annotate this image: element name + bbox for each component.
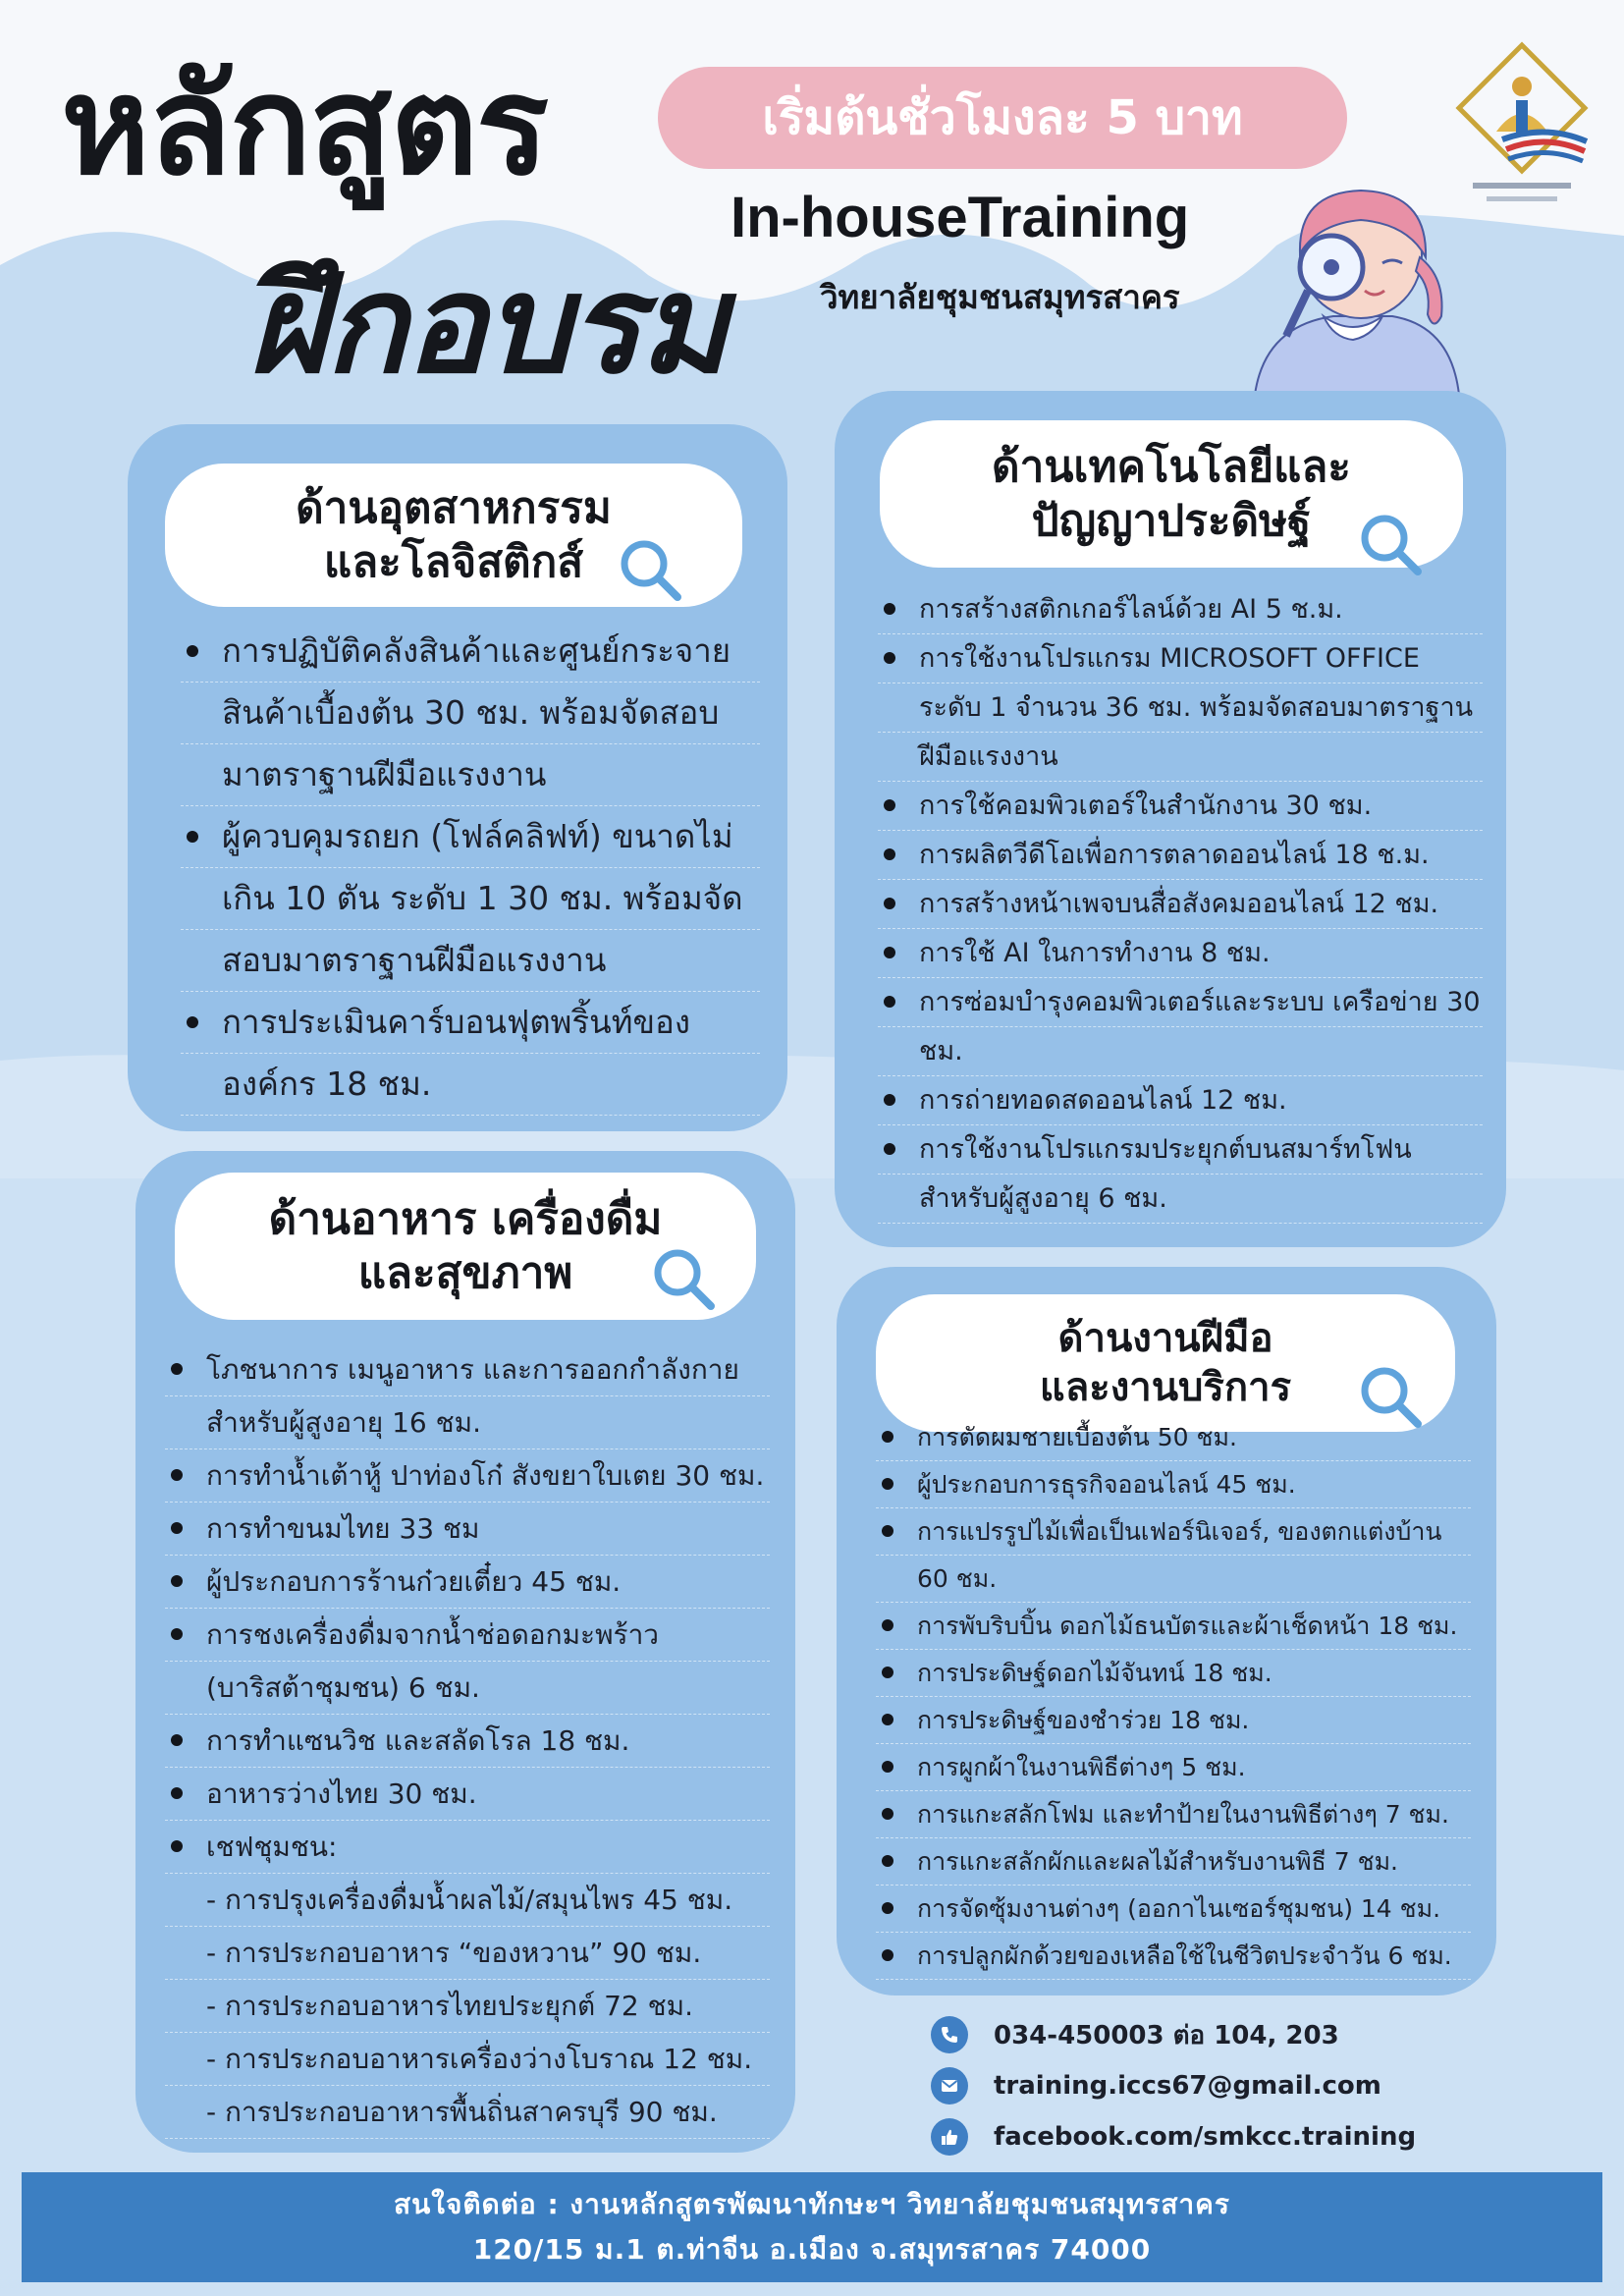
list-item-continued: (บาริสต้าชุมชน) 6 ชม.: [165, 1662, 770, 1715]
list-item: ผู้ประกอบการร้านก๋วยเตี๋ยว 45 ชม.: [165, 1556, 770, 1609]
subtitle: In-houseTraining: [731, 186, 1190, 249]
list-item-continued: สินค้าเบื้องต้น 30 ชม. พร้อมจัดสอบ: [181, 683, 760, 744]
course-list: [878, 585, 1483, 1224]
list-item: การแปรรูปไม้เพื่อเป็นเฟอร์นิเจอร์, ของตกแต่งบ้าน: [876, 1508, 1471, 1556]
panel-crafts-services: [837, 1267, 1496, 1995]
list-item-continued: ชม.: [878, 1027, 1483, 1076]
list-item: การประเมินคาร์บอนฟุตพริ้นท์ของ: [181, 992, 760, 1054]
sub-list-item: - การปรุงเครื่องดื่มน้ำผลไม้/สมุนไพร 45 ชม.: [165, 1874, 770, 1927]
footer-line1: สนใจติดต่อ : งานหลักสูตรพัฒนาทักษะฯ วิทยาลัยชุมชนสมุทรสาคร: [394, 2188, 1230, 2220]
sub-list-item: - การประกอบอาหารเครื่องว่างโบราณ 12 ชม.: [165, 2033, 770, 2086]
panel-industry-logistics: [128, 424, 787, 1131]
list-item-continued: มาตราฐานฝีมือแรงงาน: [181, 744, 760, 806]
list-item: การประดิษฐ์ดอกไม้จันทน์ 18 ชม.: [876, 1650, 1471, 1697]
list-item-continued: เกิน 10 ตัน ระดับ 1 30 ชม. พร้อมจัด: [181, 868, 760, 930]
list-item-continued: องค์กร 18 ชม.: [181, 1054, 760, 1116]
list-item: การใช้ AI ในการทำงาน 8 ชม.: [878, 929, 1483, 978]
panel-title-line1: ด้านอุตสาหกรรม: [296, 483, 612, 533]
list-item: การใช้คอมพิวเตอร์ในสำนักงาน 30 ชม.: [878, 782, 1483, 831]
thumbs-up-icon: [931, 2118, 968, 2156]
list-item: การประดิษฐ์ของชำร่วย 18 ชม.: [876, 1697, 1471, 1744]
phone-icon: [931, 2016, 968, 2053]
contact-phone[interactable]: [931, 2009, 1416, 2060]
facebook-page: facebook.com/smkcc.training: [994, 2122, 1417, 2152]
college-name: วิทยาลัยชุมชนสมุทรสาคร: [820, 278, 1180, 316]
footer-line2: 120/15 ม.1 ต.ท่าจีน อ.เมือง จ.สมุทรสาคร 74000: [472, 2233, 1152, 2266]
panel-food-drink-health: [135, 1151, 795, 2153]
contact-info: [931, 2009, 1416, 2162]
list-item-continued: สอบมาตราฐานฝีมือแรงงาน: [181, 930, 760, 992]
footer-bar: [22, 2172, 1602, 2282]
panel-title-line2: และงานบริการ: [1039, 1365, 1292, 1410]
magnifier-icon: [615, 534, 685, 605]
list-item-continued: สำหรับผู้สูงอายุ 16 ชม.: [165, 1396, 770, 1449]
contact-facebook[interactable]: [931, 2111, 1416, 2162]
list-item: การสร้างหน้าเพจบนสื่อสังคมออนไลน์ 12 ชม.: [878, 880, 1483, 929]
title-line2: ฝึกอบรม: [247, 246, 727, 404]
price-badge: [658, 67, 1347, 169]
list-item: ผู้ประกอบการธุรกิจออนไลน์ 45 ชม.: [876, 1461, 1471, 1508]
list-item: การทำน้ำเต้าหู้ ปาท่องโก๋ สังขยาใบเตย 30 ชม.: [165, 1449, 770, 1503]
list-item-continued: 60 ชม.: [876, 1556, 1471, 1603]
sub-list-item: - การประกอบอาหารไทยประยุกต์ 72 ชม.: [165, 1980, 770, 2033]
list-item: การผูกผ้าในงานพิธีต่างๆ 5 ชม.: [876, 1744, 1471, 1791]
title-line1: หลักสูตร: [61, 47, 548, 205]
list-item: การทำขนมไทย 33 ชม: [165, 1503, 770, 1556]
envelope-icon: [931, 2067, 968, 2105]
panel-header: [880, 420, 1463, 568]
list-item: ผู้ควบคุมรถยก (โฟล์คลิฟท์) ขนาดไม่: [181, 806, 760, 868]
list-item: การแกะสลักโฟม และทำป้ายในงานพิธีต่างๆ 7 ชม.: [876, 1791, 1471, 1838]
phone-number: 034-450003 ต่อ 104, 203: [994, 2020, 1339, 2050]
magnifier-icon: [648, 1243, 719, 1314]
course-list: [165, 1343, 770, 2139]
email-address: training.iccs67@gmail.com: [994, 2071, 1381, 2101]
list-item: การจัดซุ้มงานต่างๆ (ออกาไนเซอร์ชุมชน) 14 ชม.: [876, 1886, 1471, 1933]
list-item: การสร้างสติกเกอร์ไลน์ด้วย AI 5 ช.ม.: [878, 585, 1483, 634]
list-item: โภชนาการ เมนูอาหาร และการออกกำลังกาย: [165, 1343, 770, 1396]
list-item: การใช้งานโปรแกรม MICROSOFT OFFICE: [878, 634, 1483, 683]
girl-magnifier-illustration: [1235, 169, 1463, 395]
panel-title-line2: ปัญญาประดิษฐ์: [1031, 496, 1312, 546]
list-item: อาหารว่างไทย 30 ชม.: [165, 1768, 770, 1821]
contact-email[interactable]: [931, 2060, 1416, 2111]
list-item: การซ่อมบำรุงคอมพิวเตอร์และระบบ เครือข่าย 30: [878, 978, 1483, 1027]
list-item: การถ่ายทอดสดออนไลน์ 12 ชม.: [878, 1076, 1483, 1125]
list-item: การพับริบบิ้น ดอกไม้ธนบัตรและผ้าเช็ดหน้า 18 ชม.: [876, 1603, 1471, 1650]
college-logo: [1447, 37, 1597, 214]
list-item: การแกะสลักผักและผลไม้สำหรับงานพิธี 7 ชม.: [876, 1838, 1471, 1886]
panel-header: [165, 464, 742, 607]
price-text: เริ่มต้นชั่วโมงละ 5 บาท: [762, 90, 1243, 145]
panel-header: [876, 1294, 1455, 1432]
list-item: การใช้งานโปรแกรมประยุกต์บนสมาร์ทโฟน: [878, 1125, 1483, 1175]
list-item-continued: สำหรับผู้สูงอายุ 6 ชม.: [878, 1175, 1483, 1224]
list-item: การชงเครื่องดื่มจากน้ำช่อดอกมะพร้าว: [165, 1609, 770, 1662]
sub-list-item: - การประกอบอาหารพื้นถิ่นสาครบุรี 90 ชม.: [165, 2086, 770, 2139]
list-item: การทำแซนวิช และสลัดโรล 18 ชม.: [165, 1715, 770, 1768]
list-item-continued: ฝีมือแรงงาน: [878, 733, 1483, 782]
list-item: การปฏิบัติคลังสินค้าและศูนย์กระจาย: [181, 621, 760, 683]
panel-title-line1: ด้านอาหาร เครื่องดื่ม: [268, 1194, 663, 1244]
panel-title-line1: ด้านงานฝีมือ: [1057, 1316, 1273, 1361]
magnifier-icon: [1355, 509, 1426, 579]
sub-list-item: - การประกอบอาหาร “ของหวาน” 90 ชม.: [165, 1927, 770, 1980]
list-item: การตัดผมชายเบื้องต้น 50 ชม.: [876, 1414, 1471, 1461]
list-item: เชฟชุมชน:: [165, 1821, 770, 1874]
panel-title-line2: และโลจิสติกส์: [323, 537, 584, 587]
list-item: การปลูกผักด้วยของเหลือใช้ในชีวิตประจำวัน 6 ชม.: [876, 1933, 1471, 1980]
panel-header: [175, 1173, 756, 1320]
panel-title-line1: ด้านเทคโนโลยีและ: [992, 442, 1351, 492]
panel-title-line2: และสุขภาพ: [357, 1248, 573, 1298]
panel-technology-ai: [835, 391, 1506, 1247]
course-list: [181, 621, 760, 1116]
list-item-continued: ระดับ 1 จำนวน 36 ชม. พร้อมจัดสอบมาตราฐาน: [878, 683, 1483, 733]
course-list: [876, 1414, 1471, 1980]
list-item: การผลิตวีดีโอเพื่อการตลาดออนไลน์ 18 ช.ม.: [878, 831, 1483, 880]
